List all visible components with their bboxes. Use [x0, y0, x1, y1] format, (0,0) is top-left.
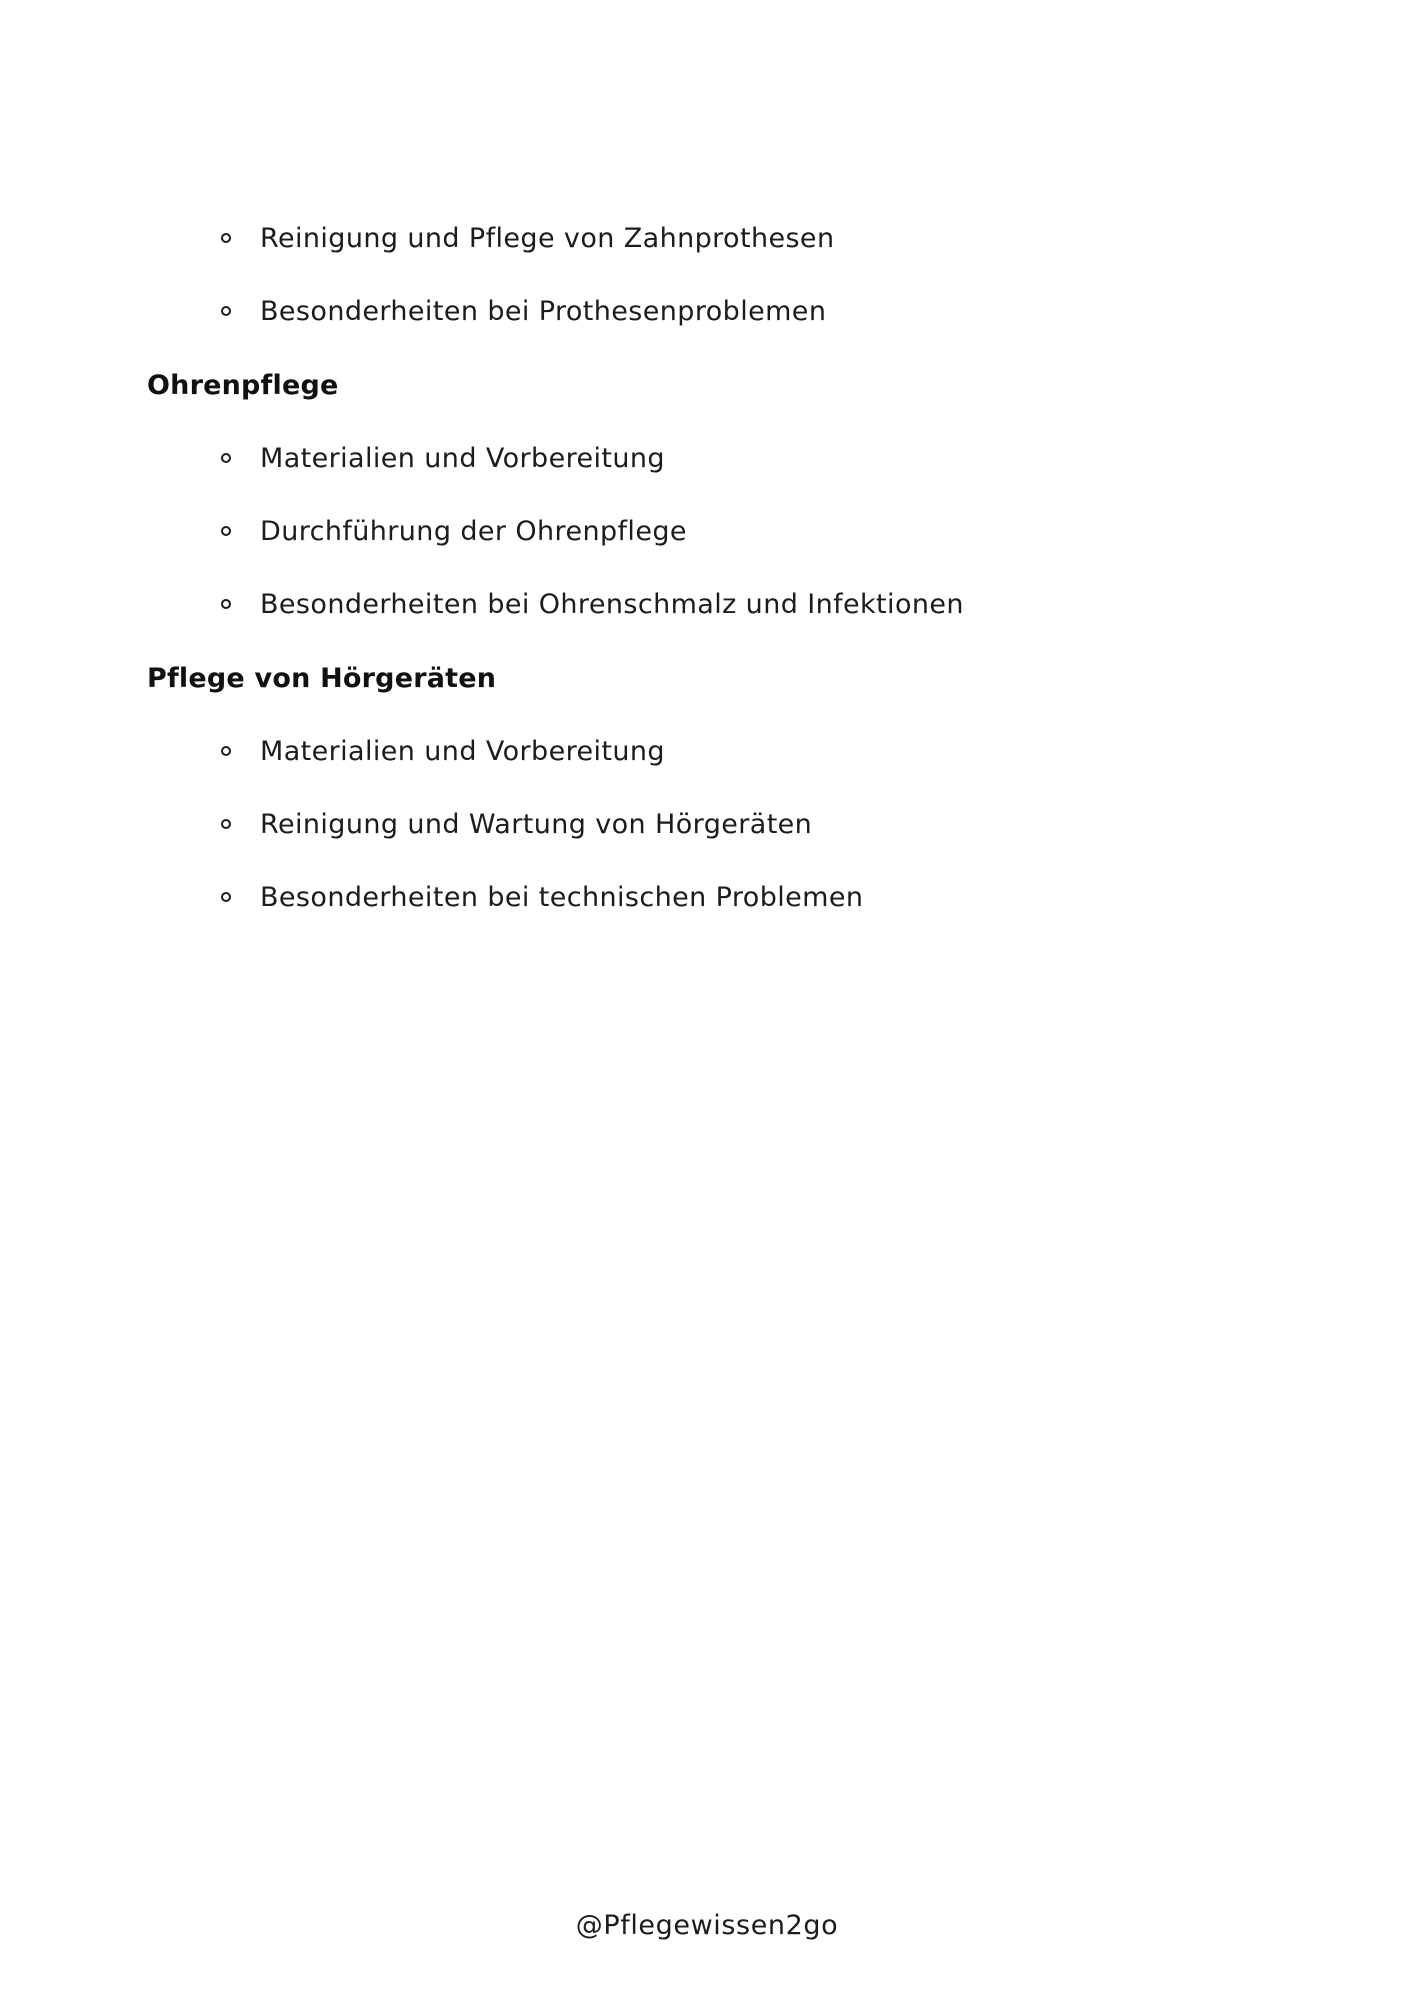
- list-item-text: Besonderheiten bei Prothesenproblemen: [260, 296, 827, 327]
- list-item-text: Besonderheiten bei technischen Problemen: [260, 882, 864, 913]
- list-item-text: Reinigung und Pflege von Zahnprothesen: [260, 223, 835, 254]
- hollow-circle-bullet-icon: [221, 599, 231, 609]
- hollow-circle-bullet-icon: [221, 233, 231, 243]
- list-item-text: Besonderheiten bei Ohrenschmalz und Infektionen: [260, 589, 964, 620]
- hollow-circle-bullet-icon: [221, 892, 231, 902]
- list-item-text: Reinigung und Wartung von Hörgeräten: [260, 809, 813, 840]
- footer-handle: @Pflegewissen2go: [575, 1910, 839, 1941]
- hollow-circle-bullet-icon: [221, 306, 231, 316]
- list-item-text: Materialien und Vorbereitung: [260, 443, 665, 474]
- section-heading-ohrenpflege: Ohrenpflege: [147, 370, 339, 401]
- hollow-circle-bullet-icon: [221, 746, 231, 756]
- list-item-text: Materialien und Vorbereitung: [260, 736, 665, 767]
- hollow-circle-bullet-icon: [221, 453, 231, 463]
- section-heading-hoergeraete: Pflege von Hörgeräten: [147, 663, 497, 694]
- list-item-text: Durchführung der Ohrenpflege: [260, 516, 687, 547]
- hollow-circle-bullet-icon: [221, 526, 231, 536]
- hollow-circle-bullet-icon: [221, 819, 231, 829]
